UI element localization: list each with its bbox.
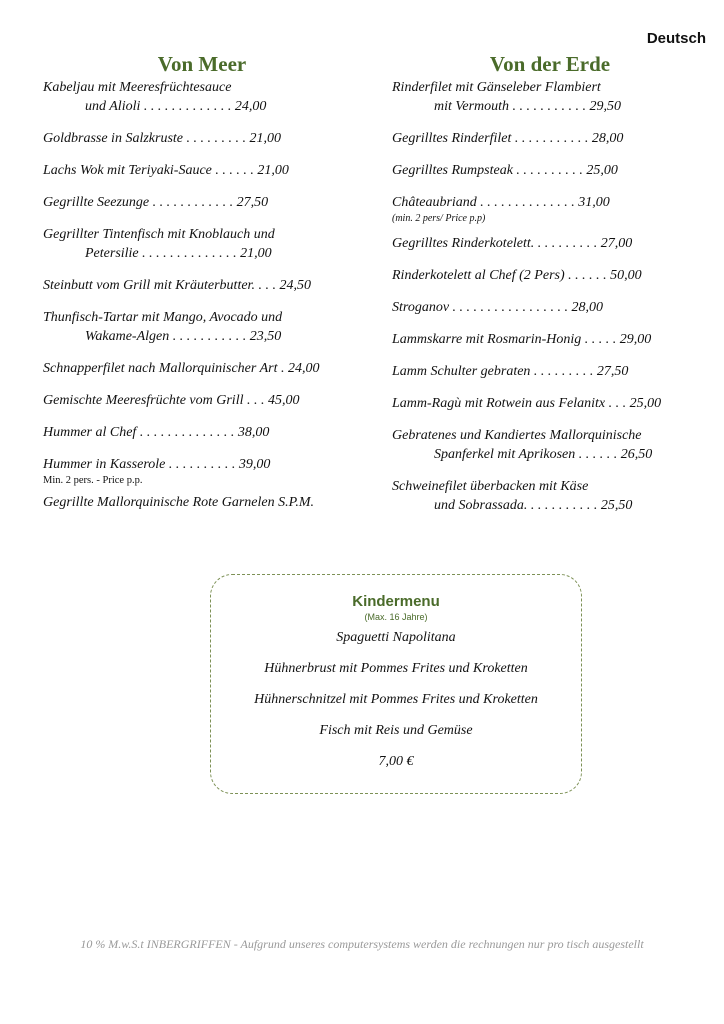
menu-item [392, 394, 708, 413]
menu-item [392, 330, 708, 349]
item-name: Schweinefilet überbacken mit Käse [392, 479, 589, 494]
item-name: Gegrillte Mallorquinische Rote Garnelen S.P.M. [43, 495, 315, 510]
kids-menu-item: Hühnerschnitzel mit Pommes Frites und Kroketten [254, 692, 538, 707]
menu-item [43, 161, 361, 180]
kids-menu-item: Spaguetti Napolitana [336, 630, 456, 645]
item-name: Stroganov . . . . . . . . . . . . . . . . . 28,00 [392, 300, 604, 315]
menu-item [43, 455, 361, 487]
menu-item [392, 426, 708, 464]
item-name: Gegrillter Tintenfisch mit Knoblauch und [43, 227, 275, 242]
menu-item [392, 78, 708, 116]
kids-menu-title: Kindermenu [352, 593, 440, 610]
item-name: Gegrilltes Rinderkotelett. . . . . . . . . . 27,00 [392, 236, 633, 251]
item-name: Lammskarre mit Rosmarin-Honig . . . . . 29,00 [392, 332, 652, 347]
menu-item [43, 129, 361, 148]
menu-item [43, 78, 361, 116]
kids-menu-box [210, 574, 582, 794]
menu-item [43, 423, 361, 442]
item-note: Min. 2 pers. - Price p.p. [43, 475, 143, 486]
item-name: Steinbutt vom Grill mit Kräuterbutter. . . . 24,50 [43, 278, 311, 293]
item-name: Gegrillte Seezunge . . . . . . . . . . . . 27,50 [43, 195, 269, 210]
menu-item [392, 266, 708, 285]
menu-item [43, 493, 361, 512]
item-note: (min. 2 pers/ Price p.p) [392, 213, 486, 224]
language-label: Deutsch [646, 30, 706, 47]
item-name: Gegrilltes Rinderfilet . . . . . . . . . . . 28,00 [392, 131, 624, 146]
item-line2: mit Vermouth . . . . . . . . . . . 29,50 [434, 99, 622, 114]
menu-item [43, 308, 361, 346]
menu-item [43, 276, 361, 295]
item-line2: Wakame-Algen . . . . . . . . . . . 23,50 [85, 329, 282, 344]
menu-item [392, 193, 708, 225]
item-name: Gebratenes und Kandiertes Mallorquinische [392, 428, 642, 443]
item-name: Rinderfilet mit Gänseleber Flambiert [392, 80, 601, 95]
kids-menu-subtitle: (Max. 16 Jahre) [364, 612, 428, 622]
kids-menu-price: 7,00 € [378, 754, 414, 769]
item-line2: und Sobrassada. . . . . . . . . . . 25,50 [434, 498, 633, 513]
menu-item [43, 391, 361, 410]
item-name: Kabeljau mit Meeresfrüchtesauce [43, 80, 232, 95]
item-name: Châteaubriand . . . . . . . . . . . . . . 31,00 [392, 195, 610, 210]
section-title-meat: Von der Erde [489, 52, 611, 76]
seafood-section [43, 52, 361, 512]
item-name: Gemischte Meeresfrüchte vom Grill . . . 45,00 [43, 393, 300, 408]
kids-menu-item: Hühnerbrust mit Pommes Frites und Kroketten [264, 661, 528, 676]
item-line2: und Alioli . . . . . . . . . . . . . 24,00 [85, 99, 267, 114]
item-name: Lamm-Ragù mit Rotwein aus Felanitx . . . 25,00 [392, 396, 662, 411]
menu-item [43, 225, 361, 263]
meat-section [392, 52, 708, 515]
item-name: Hummer in Kasserole . . . . . . . . . . 39,00 [43, 457, 271, 472]
menu-item [392, 477, 708, 515]
item-line2: Spanferkel mit Aprikosen . . . . . . 26,50 [434, 447, 653, 462]
item-name: Goldbrasse in Salzkruste . . . . . . . . . 21,00 [43, 131, 281, 146]
item-name: Gegrilltes Rumpsteak . . . . . . . . . . 25,00 [392, 163, 618, 178]
item-name: Thunfisch-Tartar mit Mango, Avocado und [43, 310, 283, 325]
menu-item [43, 359, 361, 378]
menu-item [392, 362, 708, 381]
item-name: Rinderkotelett al Chef (2 Pers) . . . . . . 50,00 [392, 268, 642, 283]
footer-note: 10 % M.w.S.t INBERGRIFFEN - Aufgrund unseres computersystems werden die rechnungen nur pro tisch ausgestellt [80, 937, 644, 951]
menu-item [392, 161, 708, 180]
menu-item [392, 234, 708, 253]
section-title-seafood: Von Meer [157, 52, 247, 76]
menu-item [392, 129, 708, 148]
menu-item [392, 298, 708, 317]
item-name: Lamm Schulter gebraten . . . . . . . . . 27,50 [392, 364, 629, 379]
kids-menu-item: Fisch mit Reis und Gemüse [319, 723, 473, 738]
item-line2: Petersilie . . . . . . . . . . . . . . 21,00 [85, 246, 272, 261]
item-name: Schnapperfilet nach Mallorquinischer Art . 24,00 [43, 361, 320, 376]
menu-item [43, 193, 361, 212]
item-name: Lachs Wok mit Teriyaki-Sauce . . . . . . 21,00 [43, 163, 289, 178]
item-name: Hummer al Chef . . . . . . . . . . . . . . 38,00 [43, 425, 270, 440]
